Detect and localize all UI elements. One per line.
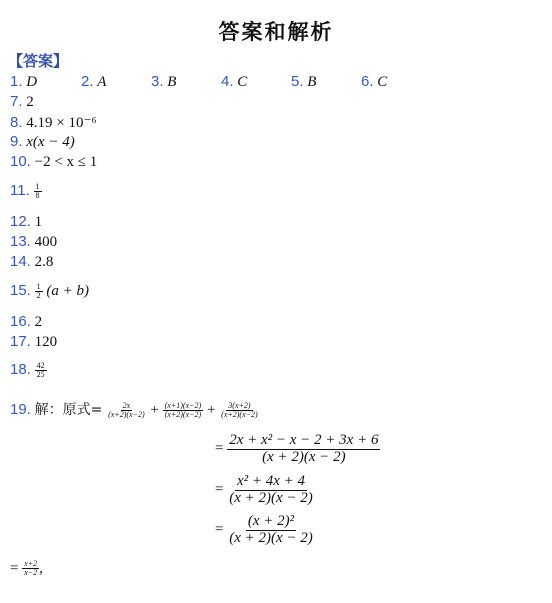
fraction: $\frac{(x+1)(x-2)}{(x+2)(x-2)}$ (164, 400, 202, 420)
answer-11: 11. $\frac{1}{8}$ (10, 181, 40, 201)
fraction: $\frac{1}{2}$ (36, 281, 41, 301)
answer-7: 7. 2 (10, 93, 34, 110)
mc-answer-2: 2. A (81, 73, 107, 90)
answer-19-step-3: = $\frac{\text{(x + 2)²}}{(x + 2)(x - 2)}$ (215, 513, 313, 546)
answer-19-line-1: 19. 解：原式= $\frac{2x}{(x+2)(x-2)}$ + $\frac{(x+1)(x-2)}{(x+2)(x-2)}$ + $\frac{3(x+2)}{(x+2)(x-2)}$ (10, 400, 258, 420)
answer-18: 18. $\frac{42}{25}$ (10, 360, 45, 380)
vector-sum: (a + b) (46, 283, 89, 299)
fraction: $\frac{2x}{(x+2)(x-2)}$ (108, 400, 145, 420)
mc-answer-4: 4. C (221, 73, 248, 90)
answer-16: 16. 2 (10, 313, 43, 330)
answer-15: 15. $\frac{1}{2}$ (a + b) (10, 281, 89, 301)
fraction: $\frac{3(x+2)}{(x+2)(x-2)}$ (221, 400, 258, 420)
mc-answer-6: 6. C (361, 73, 388, 90)
fraction: $\frac{x+2}{x-2}$ (24, 559, 38, 578)
answer-section-label: 【答案】 (8, 52, 69, 70)
fraction: $\frac{\text{2x + x² − x − 2 + 3x + 6}}{(x + 2)(x - 2)}$ (229, 432, 379, 465)
answer-10: 10. −2 < x ≤ 1 (10, 153, 98, 170)
fraction: $\frac{\text{x² + 4x + 4}}{(x + 2)(x - 2)}$ (229, 473, 313, 506)
answer-19-step-1: = $\frac{\text{2x + x² − x − 2 + 3x + 6}}{(x + 2)(x - 2)}$ (215, 432, 379, 465)
answer-8: 8. 4.19 × 10⁻⁶ (10, 114, 97, 131)
mc-answer-1: 1. D (10, 73, 38, 90)
fraction: $\frac{\text{(x + 2)²}}{(x + 2)(x - 2)}$ (229, 513, 313, 546)
answer-9: 9. x(x − 4) (10, 133, 75, 150)
mc-answer-3: 3. B (151, 73, 177, 90)
answer-19-final: = $\frac{x+2}{x-2}$ , (10, 559, 43, 578)
answer-19-step-2: = $\frac{\text{x² + 4x + 4}}{(x + 2)(x - 2)}$ (215, 473, 313, 506)
answer-17: 17. 120 (10, 333, 58, 350)
answer-12: 12. 1 (10, 213, 43, 230)
page-title: 答案和解析 (218, 20, 334, 44)
answer-14: 14. 2.8 (10, 253, 54, 270)
fraction: $\frac{1}{8}$ (35, 181, 40, 201)
answer-13: 13. 400 (10, 233, 58, 250)
mc-answer-5: 5. B (291, 73, 317, 90)
fraction: $\frac{42}{25}$ (36, 360, 45, 380)
